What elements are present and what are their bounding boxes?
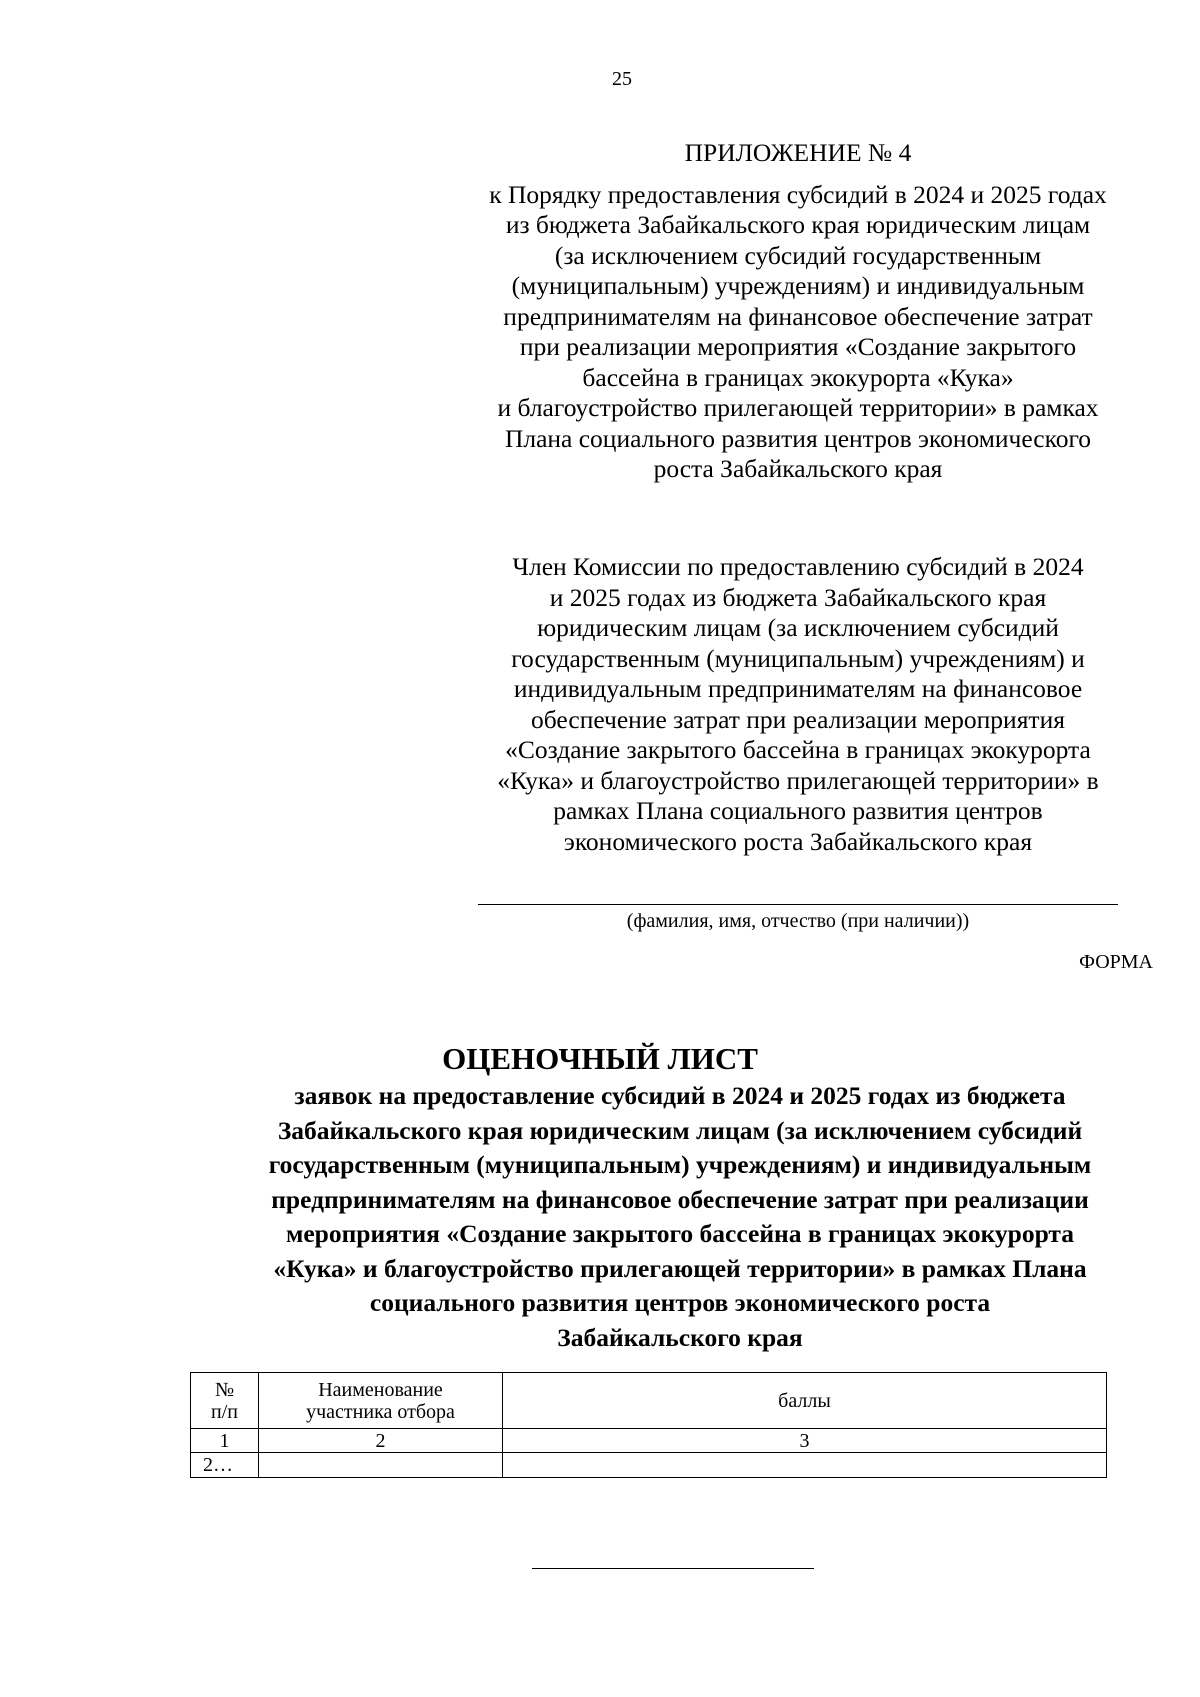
appendix-line: (муниципальным) учреждениям) и индивидуальным — [511, 271, 1085, 300]
appendix-line: (за исключением субсидий государственным — [554, 240, 1042, 270]
table-cell-name — [259, 1453, 503, 1478]
commission-member-block — [438, 552, 1158, 857]
table-cell-score — [503, 1453, 1107, 1478]
sheet-subtitle-line: Забайкальского края юридическим лицам (за исключением субсидий — [277, 1115, 1083, 1145]
header-cell-score: баллы — [503, 1373, 1107, 1429]
appendix-text — [438, 180, 1158, 485]
commission-line: «Кука» и благоустройство прилегающей территории» в — [497, 765, 1099, 795]
appendix-title: ПРИЛОЖЕНИЕ № 4 — [684, 138, 912, 167]
column-number-row — [191, 1429, 1107, 1453]
sheet-subtitle — [140, 1079, 1200, 1355]
table-header-row — [191, 1373, 1107, 1429]
column-number-cell: 3 — [503, 1429, 1107, 1453]
appendix-line: и благоустройство прилегающей территории» в рамках — [497, 393, 1099, 422]
header-number-line2: п/п — [211, 1400, 238, 1423]
commission-line: экономического роста Забайкальского края — [563, 826, 1033, 856]
commission-line: рамках Плана социального развития центров — [553, 796, 1043, 825]
commission-line: индивидуальным предпринимателям на финансовое — [513, 674, 1083, 703]
page-number: 25 — [612, 68, 632, 90]
commission-line: государственным (муниципальным) учреждениям) и — [511, 643, 1085, 673]
score-table — [190, 1372, 1107, 1478]
appendix-line: Плана социального развития центров экономического — [504, 423, 1092, 453]
commission-line: юридическим лицам (за исключением субсидий — [537, 613, 1059, 642]
appendix-block — [438, 138, 1158, 485]
header-name-line1: Наименование — [318, 1378, 443, 1401]
commission-line: обеспечение затрат при реализации мероприятия — [531, 704, 1065, 734]
header-number-line1: № — [214, 1378, 235, 1401]
table-cell-number: 2… — [191, 1453, 259, 1478]
commission-line: «Создание закрытого бассейна в границах экокурорта — [505, 735, 1091, 764]
sheet-title: ОЦЕНОЧНЫЙ ЛИСТ — [442, 1041, 758, 1076]
sheet-subtitle-line: заявок на предоставление субсидий в 2024 и 2025 годах из бюджета — [294, 1081, 1066, 1110]
appendix-line: бассейна в границах экокурорта «Кука» — [582, 362, 1014, 392]
commission-line: и 2025 годах из бюджета Забайкальского края — [549, 582, 1047, 612]
sheet-subtitle-line: мероприятия «Создание закрытого бассейна в границах экокурорта — [285, 1219, 1075, 1248]
appendix-line: из бюджета Забайкальского края юридическим лицам — [505, 210, 1091, 239]
appendix-line: роста Забайкальского края — [653, 454, 943, 483]
sheet-subtitle-line: государственным (муниципальным) учреждениям) и индивидуальным — [268, 1150, 1092, 1179]
sheet-subtitle-line: предпринимателям на финансовое обеспечение затрат при реализации — [271, 1184, 1089, 1214]
sheet-subtitle-line: «Кука» и благоустройство прилегающей территории» в рамках Плана — [273, 1253, 1087, 1283]
column-number-cell: 1 — [191, 1429, 259, 1453]
form-label: ФОРМА — [1079, 951, 1153, 973]
appendix-line: к Порядку предоставления субсидий в 2024 и 2025 годах — [489, 179, 1107, 209]
column-number-cell: 2 — [259, 1429, 503, 1453]
sheet-subtitle-line: социального развития центров экономического роста — [369, 1288, 991, 1317]
header-name-line2: участника отбора — [306, 1400, 455, 1423]
commission-line: Член Комиссии по предоставлению субсидий в 2024 — [512, 552, 1084, 581]
appendix-line: предпринимателям на финансовое обеспечение затрат — [503, 301, 1093, 331]
closing-line — [532, 1568, 814, 1569]
appendix-line: при реализации мероприятия «Создание закрытого — [519, 332, 1077, 361]
signature-line — [478, 904, 1118, 905]
sheet-subtitle-line: Забайкальского края — [557, 1322, 803, 1352]
table-row — [191, 1453, 1107, 1478]
signature-caption: (фамилия, имя, отчество (при наличии)) — [626, 910, 970, 932]
header-cell-name — [259, 1373, 503, 1429]
header-cell-number — [191, 1373, 259, 1429]
